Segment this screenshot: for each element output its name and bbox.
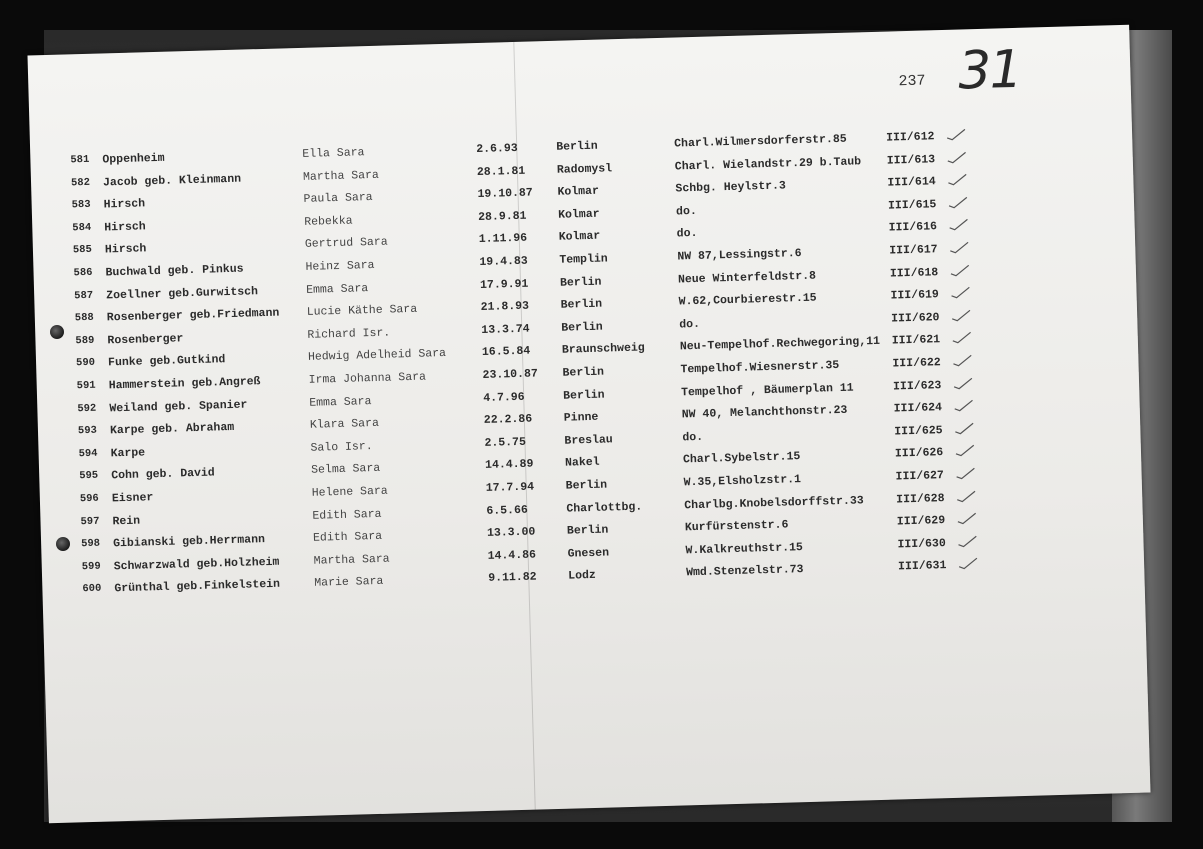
birth-date: 19.10.87 <box>477 186 533 202</box>
birth-date: 22.2.86 <box>483 412 533 428</box>
surname: Cohn geb. David <box>111 466 215 483</box>
birth-place: Berlin <box>560 297 603 312</box>
surname: Karpe <box>110 446 146 461</box>
given-names: Paula Sara <box>303 191 373 207</box>
record-number: 585 <box>72 244 93 257</box>
surname: Grünthal geb.Finkelstein <box>114 578 281 596</box>
address: Kurfürstenstr.6 <box>684 518 789 535</box>
birth-date: 28.1.81 <box>476 164 526 179</box>
surname: Weiland geb. Spanier <box>109 398 248 415</box>
check-mark-icon <box>954 466 976 481</box>
reference-number: III/624 <box>893 401 943 416</box>
birth-place: Berlin <box>559 275 602 290</box>
address: W.62,Courbierestr.15 <box>678 291 817 309</box>
address: Neue Winterfeldstr.8 <box>677 269 817 287</box>
record-number: 586 <box>73 266 93 280</box>
surname: Hammerstein geb.Angreß <box>108 375 261 393</box>
address: Charl. Wielandstr.29 b.Taub <box>674 154 862 174</box>
address: Charl.Sybelstr.15 <box>682 450 801 467</box>
address: Tempelhof , Bäumerplan 11 <box>680 381 854 400</box>
check-mark-icon <box>954 444 976 459</box>
check-mark-icon <box>957 557 979 572</box>
birth-date: 13.3.00 <box>486 525 536 541</box>
record-number: 581 <box>70 153 90 167</box>
check-mark-icon <box>956 511 978 526</box>
check-mark-icon <box>952 398 974 413</box>
birth-place: Pinne <box>563 410 599 425</box>
record-number: 595 <box>79 470 99 483</box>
given-names: Emma Sara <box>309 394 372 410</box>
reference-number: III/616 <box>888 220 938 235</box>
address: Charlbg.Knobelsdorffstr.33 <box>684 493 864 512</box>
address: Neu-Tempelhof.Rechwegoring,11 <box>679 335 881 354</box>
punch-hole <box>56 537 70 551</box>
reference-number: III/615 <box>887 198 937 213</box>
birth-date: 1.11.96 <box>478 232 528 247</box>
address: Tempelhof.Wiesnerstr.35 <box>680 358 840 377</box>
surname: Hirsch <box>103 197 146 212</box>
surname: Buchwald geb. Pinkus <box>105 262 244 280</box>
birth-date: 13.3.74 <box>481 322 530 337</box>
birth-place: Templin <box>559 252 608 267</box>
record-number: 589 <box>75 334 95 348</box>
check-mark-icon <box>948 240 970 255</box>
given-names: Richard Isr. <box>307 326 391 342</box>
birth-place: Braunschweig <box>561 341 645 358</box>
address: do. <box>679 317 701 332</box>
birth-place: Berlin <box>556 139 598 154</box>
birth-place: Charlottbg. <box>566 500 643 516</box>
check-mark-icon <box>945 127 967 142</box>
birth-place: Kolmar <box>557 184 600 199</box>
address: Schbg. Heylstr.3 <box>675 179 787 196</box>
reference-number: III/620 <box>890 310 940 326</box>
record-number: 588 <box>74 311 94 325</box>
address: Wmd.Stenzelstr.73 <box>686 563 804 580</box>
birth-date: 6.5.66 <box>486 503 528 518</box>
address: W.35,Elsholzstr.1 <box>683 473 802 490</box>
reference-number: III/626 <box>894 446 944 461</box>
birth-date: 28.9.81 <box>478 209 527 224</box>
birth-place: Lodz <box>568 569 597 584</box>
records-rows <box>30 125 1132 596</box>
reference-number: III/617 <box>889 243 938 258</box>
reference-number: III/630 <box>897 536 946 552</box>
reference-number: III/612 <box>885 130 935 145</box>
address: W.Kalkreuthstr.15 <box>685 540 804 558</box>
address: do. <box>675 204 698 219</box>
birth-date: 4.7.96 <box>483 390 525 405</box>
check-mark-icon <box>950 308 972 323</box>
check-mark-icon <box>949 285 971 300</box>
birth-place: Gnesen <box>567 546 610 561</box>
check-mark-icon <box>946 150 968 165</box>
punch-hole <box>50 325 64 339</box>
given-names: Salo Isr. <box>310 439 373 455</box>
birth-place: Radomysl <box>556 161 613 177</box>
surname: Rein <box>112 514 141 528</box>
given-names: Martha Sara <box>313 552 390 568</box>
given-names: Edith Sara <box>312 507 382 523</box>
given-names: Rebekka <box>304 214 353 229</box>
surname: Gibianski geb.Herrmann <box>112 533 266 551</box>
given-names: Marie Sara <box>314 575 384 591</box>
surname: Karpe geb. Abraham <box>109 421 235 438</box>
given-names: Ella Sara <box>302 146 365 161</box>
check-mark-icon <box>947 218 969 233</box>
birth-place: Berlin <box>561 320 603 335</box>
surname: Oppenheim <box>102 151 165 167</box>
reference-number: III/623 <box>892 378 942 394</box>
address: Charl.Wilmersdorferstr.85 <box>674 132 847 151</box>
surname: Funke geb.Gutkind <box>107 353 226 370</box>
record-number: 590 <box>75 357 96 370</box>
birth-place: Berlin <box>563 388 605 403</box>
birth-date: 21.8.93 <box>480 299 530 315</box>
reference-number: III/628 <box>896 491 945 507</box>
given-names: Irma Johanna Sara <box>308 370 427 387</box>
birth-place: Breslau <box>564 433 613 448</box>
check-mark-icon <box>953 421 975 436</box>
given-names: Martha Sara <box>302 168 380 184</box>
given-names: Lucie Käthe Sara <box>306 302 418 320</box>
deportation-list <box>30 125 1132 596</box>
check-mark-icon <box>951 331 973 346</box>
surname: Eisner <box>111 491 154 506</box>
address: do. <box>682 430 704 445</box>
record-number: 596 <box>79 492 99 506</box>
birth-place: Kolmar <box>558 230 601 245</box>
record-number: 597 <box>80 515 100 528</box>
check-mark-icon <box>951 353 973 368</box>
page-number: 237 <box>898 72 926 91</box>
birth-place: Berlin <box>565 478 608 493</box>
record-number: 592 <box>77 402 97 415</box>
reference-number: III/614 <box>887 175 936 190</box>
surname: Schwarzwald geb.Holzheim <box>113 555 280 574</box>
birth-date: 16.5.84 <box>481 345 531 360</box>
check-mark-icon <box>946 173 968 188</box>
address: do. <box>676 227 698 241</box>
handwritten-folio-number: 31 <box>957 39 1022 102</box>
surname: Hirsch <box>104 220 146 235</box>
check-mark-icon <box>956 534 978 549</box>
check-mark-icon <box>952 376 974 391</box>
surname: Rosenberger geb.Friedmann <box>106 306 280 325</box>
birth-date: 19.4.83 <box>479 254 528 269</box>
record-number: 587 <box>74 289 94 302</box>
birth-date: 2.5.75 <box>484 435 527 450</box>
reference-number: III/613 <box>886 152 936 168</box>
record-number: 598 <box>80 537 101 551</box>
reference-number: III/621 <box>891 333 941 348</box>
birth-date: 14.4.86 <box>487 548 537 563</box>
given-names: Selma Sara <box>311 462 381 478</box>
given-names: Edith Sara <box>312 530 383 545</box>
record-number: 600 <box>82 583 102 596</box>
record-number: 583 <box>71 199 91 212</box>
given-names: Emma Sara <box>305 281 369 297</box>
check-mark-icon <box>947 195 969 210</box>
given-names: Gertrud Sara <box>304 235 388 252</box>
birth-date: 23.10.87 <box>482 367 538 382</box>
record-number: 593 <box>77 424 98 438</box>
reference-number: III/627 <box>895 469 945 484</box>
address: NW 40, Melanchthonstr.23 <box>681 403 848 422</box>
surname: Rosenberger <box>107 332 184 348</box>
birth-date: 17.9.91 <box>479 277 529 292</box>
birth-date: 17.7.94 <box>485 480 535 495</box>
address: NW 87,Lessingstr.6 <box>677 247 802 264</box>
given-names: Helene Sara <box>311 484 388 500</box>
record-number: 594 <box>78 447 98 461</box>
birth-place: Nakel <box>564 456 600 471</box>
surname: Zoellner geb.Gurwitsch <box>106 284 259 303</box>
birth-place: Berlin <box>562 365 605 380</box>
check-mark-icon <box>955 489 977 504</box>
reference-number: III/619 <box>890 288 940 303</box>
birth-date: 9.11.82 <box>488 570 537 586</box>
birth-date: 14.4.89 <box>484 457 534 473</box>
document-page <box>27 25 1150 823</box>
record-number: 591 <box>76 379 96 393</box>
birth-place: Kolmar <box>557 207 600 222</box>
record-number: 584 <box>72 221 92 235</box>
reference-number: III/618 <box>889 265 939 281</box>
check-mark-icon <box>949 263 971 278</box>
reference-number: III/629 <box>896 514 946 529</box>
surname: Jacob geb. Kleinmann <box>102 172 242 190</box>
reference-number: III/625 <box>894 423 943 439</box>
reference-number: III/631 <box>897 559 947 574</box>
birth-date: 2.6.93 <box>476 141 518 157</box>
given-names: Heinz Sara <box>305 258 375 274</box>
given-names: Hedwig Adelheid Sara <box>307 347 447 365</box>
surname: Hirsch <box>104 242 147 257</box>
record-number: 599 <box>81 560 101 574</box>
given-names: Klara Sara <box>309 417 380 432</box>
reference-number: III/622 <box>892 356 941 371</box>
record-number: 582 <box>70 176 91 189</box>
birth-place: Berlin <box>566 523 609 538</box>
